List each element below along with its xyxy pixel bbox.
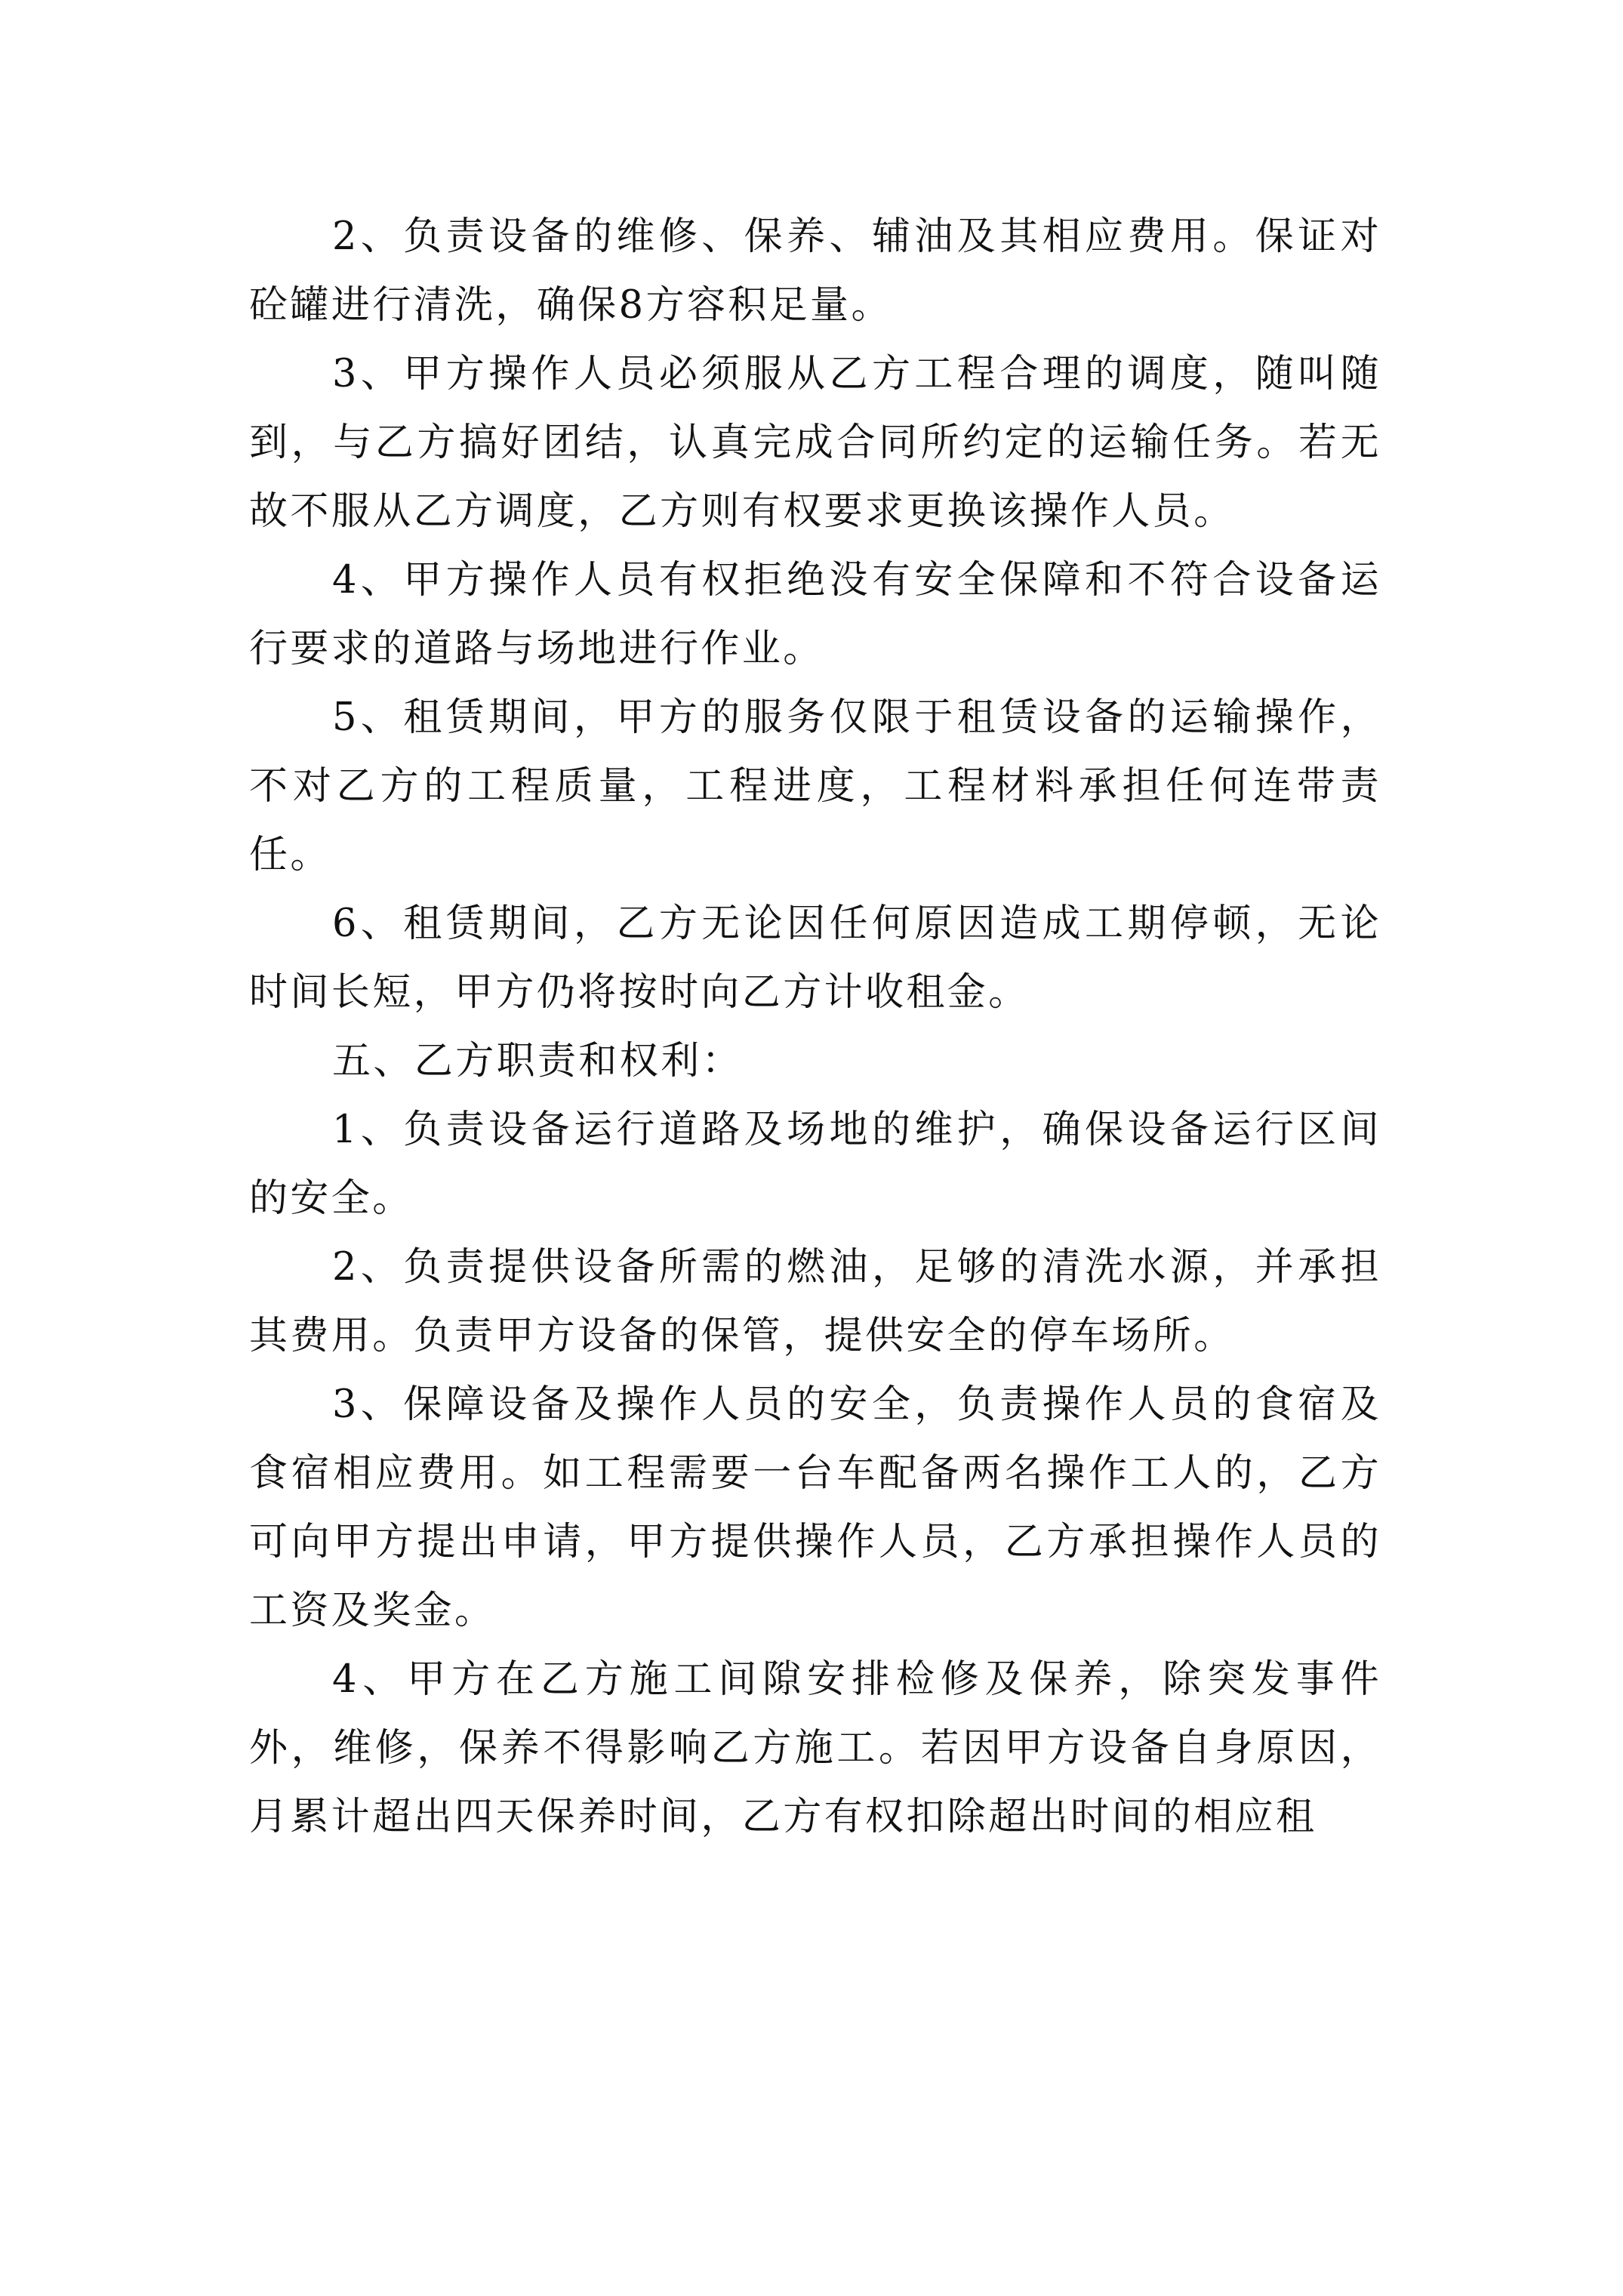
paragraph-clause-5-service-scope: 5、租赁期间，甲方的服务仅限于租赁设备的运输操作，不对乙方的工程质量，工程进度，工程材料承担任何连带责任。 (249, 695, 1381, 877)
paragraph-clause-4-refuse-unsafe-work: 4、甲方操作人员有权拒绝没有安全保障和不符合设备运行要求的道路与场地进行作业。 (249, 558, 1381, 671)
paragraph-b-clause-1-road-maintenance: 1、负责设备运行道路及场地的维护，确保设备运行区间的安全。 (249, 1108, 1381, 1221)
paragraph-b-clause-3-safety-and-lodging: 3、保障设备及操作人员的安全，负责操作人员的食宿及食宿相应费用。如工程需要一台车配备两名操作工人的，乙方可向甲方提出申请，甲方提供操作人员，乙方承担操作人员的工资及奖金。 (249, 1382, 1381, 1633)
section-heading-party-b-duties: 五、乙方职责和权利： (332, 1039, 744, 1083)
paragraph-b-clause-2-fuel-and-water: 2、负责提供设备所需的燃油，足够的清洗水源，并承担其费用。负责甲方设备的保管，提供安全的停车场所。 (249, 1245, 1381, 1358)
paragraph-clause-2-equipment-maintenance: 2、负责设备的维修、保养、辅油及其相应费用。保证对砼罐进行清洗，确保8方容积足量。 (249, 214, 1381, 328)
document-body (249, 202, 1381, 1851)
paragraph-clause-6-rent-during-stoppage: 6、租赁期间，乙方无论因任何原因造成工期停顿，无论时间长短，甲方仍将按时向乙方计收租金。 (249, 901, 1381, 1015)
paragraph-b-clause-4-maintenance-schedule: 4、甲方在乙方施工间隙安排检修及保养，除突发事件外，维修，保养不得影响乙方施工。若因甲方设备自身原因，月累计超出四天保养时间，乙方有权扣除超出时间的相应租 (249, 1657, 1381, 1839)
paragraph-clause-3-operator-dispatch: 3、甲方操作人员必须服从乙方工程合理的调度，随叫随到，与乙方搞好团结，认真完成合同所约定的运输任务。若无故不服从乙方调度，乙方则有权要求更换该操作人员。 (249, 352, 1381, 534)
